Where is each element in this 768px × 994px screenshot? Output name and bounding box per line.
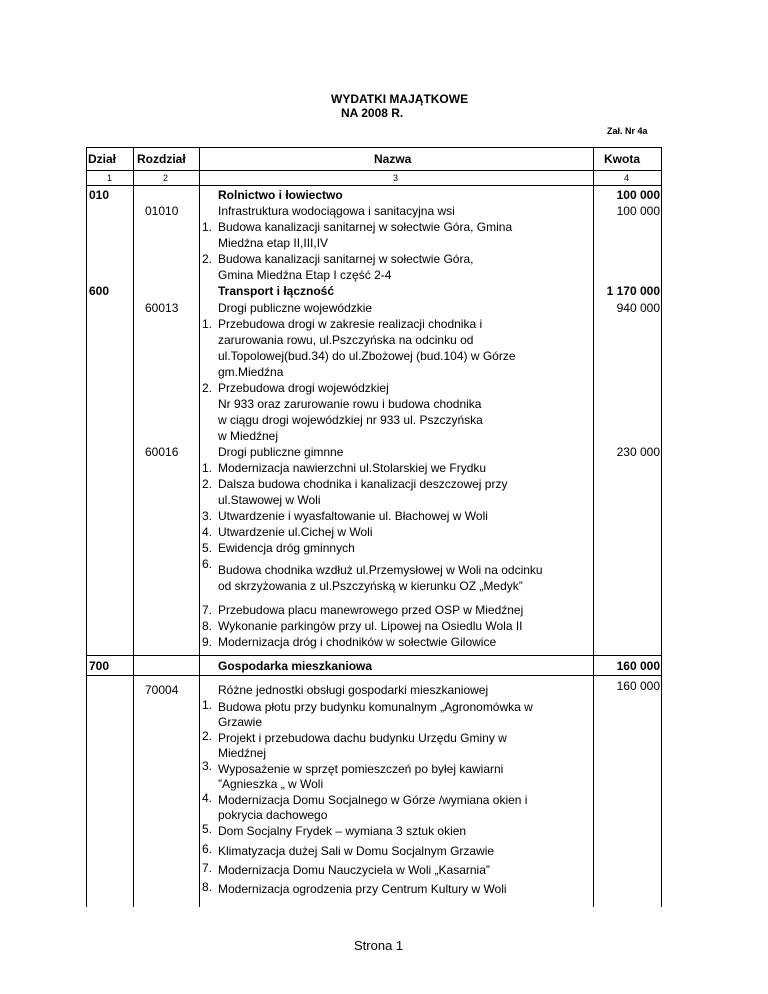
section-separator-700 [86,655,661,656]
item-line: Utwardzenie ul.Cichej w Woli [218,525,373,539]
header-separator [86,170,661,171]
rozdzial-amount: 100 000 [616,204,660,218]
item-line: w ciągu drogi wojewódzkiej nr 933 ul. Pszczyńska [218,413,483,427]
header-dzial: Dział [88,152,117,166]
item-number: 2. [202,381,213,395]
item-line: Budowa kanalizacji sanitarnej w sołectwie Góra, Gmina [218,220,513,234]
item-line: Dom Socjalny Frydek – wymiana 3 sztuk okien [218,824,467,838]
item-number: 1. [202,698,213,712]
item-line: Grzawie [218,715,263,729]
doc-title: WYDATKI MAJĄTKOWE [331,92,469,106]
item-line: Miedźna etap II,III,IV [218,236,329,250]
item-number: 3. [202,509,213,523]
item-number: 3. [202,759,213,773]
page-footer: Strona 1 [354,938,404,953]
item-number: 6. [202,557,213,571]
table-top-border [86,147,661,148]
dzial-amount: 1 170 000 [606,284,660,298]
item-line: Dalsza budowa chodnika i kanalizacji deszczowej przy [218,477,508,491]
attachment-label: Zał. Nr 4a [607,126,648,136]
rozdzial-name: Infrastruktura wodociągowa i sanitacyjna wsi [218,204,455,218]
item-line: Ewidencja dróg gminnych [218,541,355,555]
rozdzial-name: Drogi publiczne wojewódzkie [218,301,373,315]
rozdzial-amount: 230 000 [616,445,660,459]
item-line: Przebudowa drogi w zakresie realizacji chodnika i [218,317,483,331]
rozdzial-code: 01010 [145,204,179,218]
item-line: Budowa kanalizacji sanitarnej w sołectwie Góra, [218,252,474,266]
item-number: 7. [202,603,213,617]
item-line: Klimatyzacja dużej Sali w Domu Socjalnym Grzawie [218,844,495,858]
dzial-amount: 100 000 [616,188,660,202]
item-number: 1. [202,461,213,475]
item-line: Przebudowa placu manewrowego przed OSP w Miedźnej [218,603,524,617]
dzial-name: Rolnictwo i łowiectwo [218,188,343,202]
item-line: Modernizacja dróg i chodników w sołectwie Gilowice [218,635,497,649]
dzial-amount: 160 000 [616,659,660,673]
item-line: gm.Miedźna [218,365,284,379]
header-rozdzial: Rozdział [137,152,186,166]
item-line: Przebudowa drogi wojewódzkiej [218,381,389,395]
item-line: Modernizacja Domu Socjalnego w Górze /wymiana okien i [218,793,528,807]
rozdzial-name: Różne jednostki obsługi gospodarki mieszkaniowej [218,683,489,697]
col-border-1 [133,147,134,907]
item-number: 2. [202,252,213,266]
dzial-code: 600 [89,284,110,298]
colnum-3: 3 [393,173,399,183]
header-kwota: Kwota [604,152,640,166]
colnum-4: 4 [624,173,630,183]
item-line: Wyposażenie w sprzęt pomieszczeń po byłej kawiarni [218,762,504,776]
colnum-1: 1 [107,173,113,183]
item-line: zarurowania rowu, ul.Pszczyńska na odcinku od [218,333,474,347]
rozdzial-code: 60016 [145,445,179,459]
item-number: 8. [202,619,213,633]
dzial-name: Transport i łączność [218,284,335,298]
item-line: Budowa płotu przy budynku komunalnym „Agronomówka w [218,700,533,714]
dzial-name: Gospodarka mieszkaniowa [218,659,373,673]
dzial-code: 700 [89,659,110,673]
item-line: Wykonanie parkingów przy ul. Lipowej na Osiedlu Wola II [218,619,523,633]
item-line: od skrzyżowania z ul.Pszczyńską w kierunku OZ „Medyk” [218,579,523,593]
col-border-0 [86,147,87,907]
item-line: Modernizacja ogrodzenia przy Centrum Kultury w Woli [218,882,507,896]
item-line: Nr 933 oraz zarurowanie rowu i budowa chodnika [218,397,482,411]
item-number: 2. [202,729,213,743]
item-number: 5. [202,822,213,836]
item-number: 2. [202,477,213,491]
rozdzial-code: 60013 [145,301,179,315]
doc-subtitle: NA 2008 R. [341,106,404,120]
colnum-2: 2 [163,173,169,183]
item-line: Miedźnej [218,746,267,760]
header-nazwa: Nazwa [374,152,412,166]
item-line: Utwardzenie i wyasfaltowanie ul. Błachowej w Woli [218,509,488,523]
item-line: ”Agnieszka „ w Woli [218,777,324,791]
col-border-4 [661,147,662,907]
item-number: 1. [202,317,213,331]
item-number: 6. [202,842,213,856]
item-line: w Miedźnej [218,429,279,443]
item-line: Gmina Miedźna Etap I część 2-4 [218,268,392,282]
item-line: ul.Topolowej(bud.34) do ul.Zbożowej (bud.104) w Górze [218,349,516,363]
item-line: Projekt i przebudowa dachu budynku Urzędu Gminy w [218,731,507,745]
item-number: 4. [202,791,213,805]
col-border-2 [199,147,200,907]
rozdzial-amount: 160 000 [616,679,660,693]
item-line: ul.Stawowej w Woli [218,493,321,507]
item-number: 7. [202,861,213,875]
item-number: 5. [202,541,213,555]
item-number: 4. [202,525,213,539]
item-line: pokrycia dachowego [218,808,328,822]
item-number: 1. [202,220,213,234]
section-separator-70004 [86,675,661,676]
item-line: Budowa chodnika wzdłuż ul.Przemysłowej w Woli na odcinku [218,563,543,577]
colnum-separator [86,185,661,186]
rozdzial-amount: 940 000 [616,301,660,315]
rozdzial-name: Drogi publiczne gimnne [218,445,344,459]
item-number: 8. [202,880,213,894]
rozdzial-code: 70004 [145,683,179,697]
col-border-3 [593,147,594,907]
dzial-code: 010 [89,188,110,202]
item-line: Modernizacja Domu Nauczyciela w Woli „Kasarnia” [218,863,490,877]
item-number: 9. [202,635,213,649]
item-line: Modernizacja nawierzchni ul.Stolarskiej we Frydku [218,461,487,475]
